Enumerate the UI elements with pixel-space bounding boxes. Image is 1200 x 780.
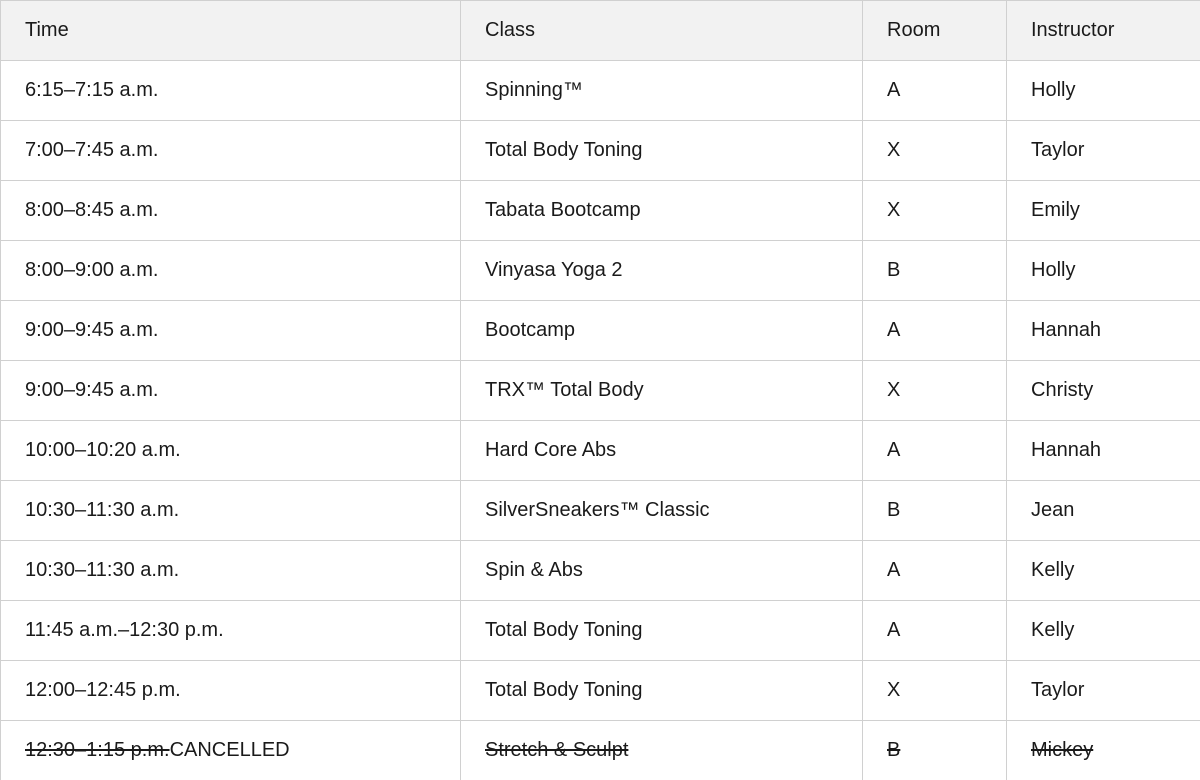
cell-time: 10:30–11:30 a.m. xyxy=(1,541,461,601)
cell-room: A xyxy=(863,301,1007,361)
table-row xyxy=(1,421,1200,481)
cell-instructor xyxy=(1007,721,1200,780)
header-room: Room xyxy=(863,1,1007,61)
cell-class: Spin & Abs xyxy=(461,541,863,601)
cell-room: X xyxy=(863,361,1007,421)
cell-class: Spinning™ xyxy=(461,61,863,121)
cell-class: Hard Core Abs xyxy=(461,421,863,481)
cell-instructor: Taylor xyxy=(1007,121,1200,181)
cell-class: Total Body Toning xyxy=(461,661,863,721)
table-row xyxy=(1,61,1200,121)
table-row xyxy=(1,601,1200,661)
table-row xyxy=(1,361,1200,421)
cell-class: TRX™ Total Body xyxy=(461,361,863,421)
cell-class: SilverSneakers™ Classic xyxy=(461,481,863,541)
cell-time: 9:00–9:45 a.m. xyxy=(1,301,461,361)
cell-time: 10:00–10:20 a.m. xyxy=(1,421,461,481)
cell-class: Total Body Toning xyxy=(461,121,863,181)
cell-class: Vinyasa Yoga 2 xyxy=(461,241,863,301)
cancelled-room: B xyxy=(887,739,900,761)
header-row xyxy=(1,1,1200,61)
cell-instructor: Emily xyxy=(1007,181,1200,241)
header-instructor: Instructor xyxy=(1007,1,1200,61)
cell-time xyxy=(1,721,461,780)
table-row xyxy=(1,241,1200,301)
cell-class: Total Body Toning xyxy=(461,601,863,661)
table-row-cancelled xyxy=(1,721,1200,780)
cancelled-time: 12:30–1:15 p.m. xyxy=(25,739,170,761)
cell-room: X xyxy=(863,121,1007,181)
cell-time: 8:00–9:00 a.m. xyxy=(1,241,461,301)
header-class: Class xyxy=(461,1,863,61)
cell-room: A xyxy=(863,61,1007,121)
cell-instructor: Holly xyxy=(1007,241,1200,301)
header-time: Time xyxy=(1,1,461,61)
cell-room: B xyxy=(863,241,1007,301)
cell-time: 7:00–7:45 a.m. xyxy=(1,121,461,181)
cell-time: 11:45 a.m.–12:30 p.m. xyxy=(1,601,461,661)
cell-instructor: Kelly xyxy=(1007,541,1200,601)
cell-room: A xyxy=(863,541,1007,601)
cell-room: A xyxy=(863,601,1007,661)
table-header xyxy=(1,1,1200,61)
cell-room: B xyxy=(863,481,1007,541)
cell-instructor: Hannah xyxy=(1007,421,1200,481)
cell-room xyxy=(863,721,1007,780)
cell-instructor: Hannah xyxy=(1007,301,1200,361)
table-body xyxy=(1,61,1200,780)
cell-instructor: Holly xyxy=(1007,61,1200,121)
cell-room: A xyxy=(863,421,1007,481)
table-row xyxy=(1,121,1200,181)
cell-instructor: Jean xyxy=(1007,481,1200,541)
table-row xyxy=(1,301,1200,361)
cell-time: 6:15–7:15 a.m. xyxy=(1,61,461,121)
cell-instructor: Taylor xyxy=(1007,661,1200,721)
cell-time: 8:00–8:45 a.m. xyxy=(1,181,461,241)
table-row xyxy=(1,181,1200,241)
cancelled-class: Stretch & Sculpt xyxy=(485,739,628,761)
cell-room: X xyxy=(863,181,1007,241)
cell-class: Bootcamp xyxy=(461,301,863,361)
table-row xyxy=(1,661,1200,721)
cancelled-instructor: Mickey xyxy=(1031,739,1093,761)
table-row xyxy=(1,481,1200,541)
cell-class xyxy=(461,721,863,780)
cell-room: X xyxy=(863,661,1007,721)
cell-time: 9:00–9:45 a.m. xyxy=(1,361,461,421)
cell-instructor: Kelly xyxy=(1007,601,1200,661)
cancelled-status: CANCELLED xyxy=(170,739,290,761)
cell-class: Tabata Bootcamp xyxy=(461,181,863,241)
cell-time: 10:30–11:30 a.m. xyxy=(1,481,461,541)
cell-instructor: Christy xyxy=(1007,361,1200,421)
cell-time: 12:00–12:45 p.m. xyxy=(1,661,461,721)
table-row xyxy=(1,541,1200,601)
